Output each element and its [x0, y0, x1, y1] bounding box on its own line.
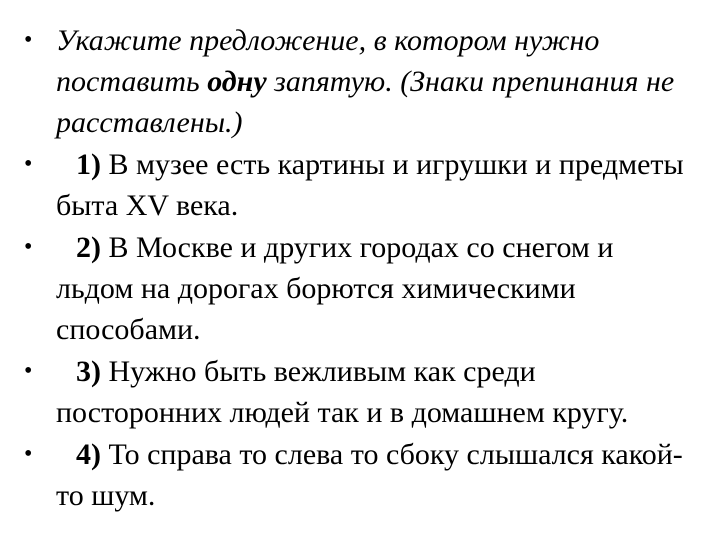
bullet-icon: • [24, 358, 33, 384]
question-text-before: Укажите предложение, в котором нужно поставить [56, 24, 600, 98]
option-number: 1) [76, 148, 101, 181]
option-item-1 [24, 144, 694, 226]
option-item-4 [24, 434, 694, 516]
bullet-icon: • [24, 234, 33, 260]
option-number: 2) [76, 231, 101, 264]
bullet-icon: • [24, 151, 33, 177]
bullet-icon: • [24, 27, 33, 53]
option-text: В Москве и других городах со снегом и льдом на дорогах борются химическими способами. [56, 231, 614, 346]
question-list [24, 20, 694, 517]
option-number: 4) [76, 438, 101, 471]
option-item-3 [24, 351, 694, 433]
question-emphasis: одну [207, 65, 267, 98]
option-text: То справа то слева то сбоку слышался какой-то шум. [56, 438, 683, 512]
option-item-2 [24, 227, 694, 350]
bullet-icon: • [24, 441, 33, 467]
question-item [24, 20, 694, 143]
option-text: В музее есть картины и игрушки и предметы быта XV века. [56, 148, 684, 222]
question-text [56, 24, 674, 139]
question-text-after: запятую. (Знаки препинания не расставлены.) [56, 65, 675, 139]
option-number: 3) [76, 355, 101, 388]
option-text: Нужно быть вежливым как среди посторонних людей так и в домашнем кругу. [56, 355, 629, 429]
